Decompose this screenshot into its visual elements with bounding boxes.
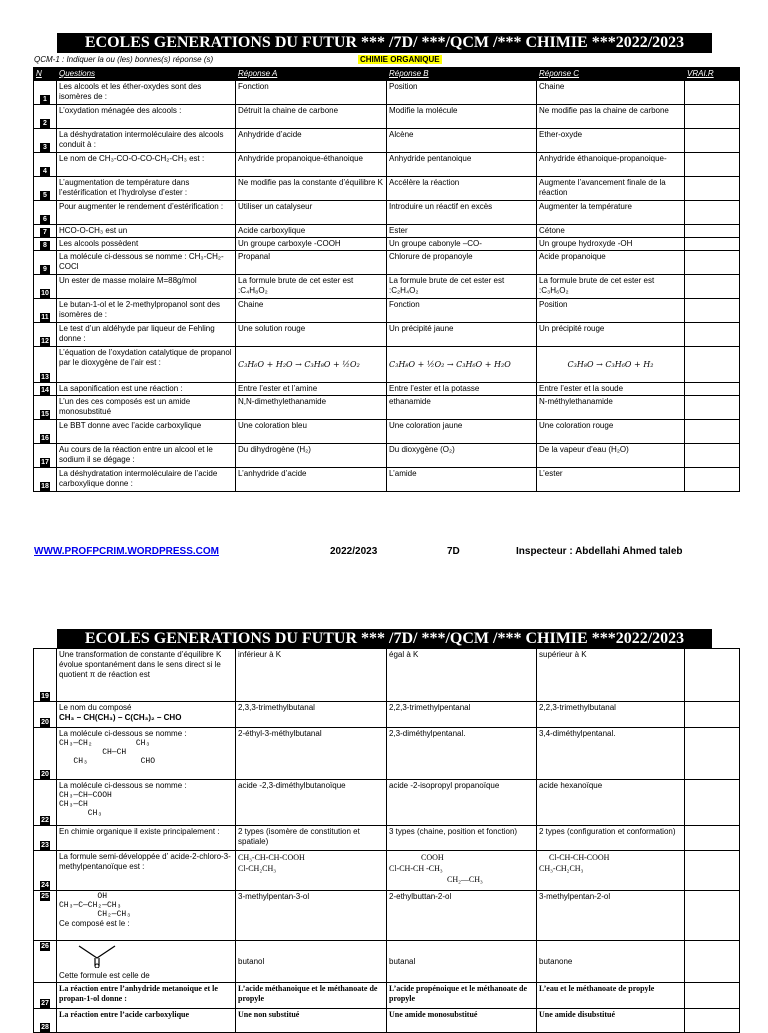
table-row — [34, 251, 740, 275]
structure-line: CH₂—CH₃ — [59, 910, 132, 919]
header-answer-b: Réponse B — [387, 68, 537, 81]
question-text: La molécule ci-dessous se nomme : CH₃-CH₂-COCl — [57, 251, 236, 275]
answer-a[interactable]: Anhydride d’acide — [236, 129, 387, 153]
question-number: 27 — [41, 1000, 49, 1007]
table-row — [34, 780, 740, 826]
header-number: N — [34, 68, 57, 81]
question-number: 3 — [40, 143, 50, 152]
question-text: Le butan-1-ol et le 2-methylpropanol sont des isomères de : — [57, 299, 236, 323]
answer-a[interactable]: Une non substitué — [236, 1009, 387, 1033]
question-number: 22 — [41, 817, 49, 824]
formula-line: COOH — [421, 853, 444, 862]
question-number: 23 — [41, 842, 49, 849]
answer-a[interactable]: 2-éthyl-3-méthylbutanal — [236, 728, 387, 780]
question-text: La formule semi-développée d’ acide-2-chloro-3-methylpentanoïque est : — [57, 851, 236, 891]
answer-c[interactable]: Cétone — [537, 225, 685, 238]
answer-c[interactable]: Anhydride éthanoique-propanoique- — [537, 153, 685, 177]
question-number: 14 — [41, 387, 49, 394]
table-row — [34, 347, 740, 383]
question-number: 10 — [41, 290, 49, 297]
compound-formula: CH₃ − CH(CH₃) − C(CH₃)₂ − CHO — [59, 713, 182, 722]
question-number: 11 — [41, 314, 49, 321]
table-row — [34, 129, 740, 153]
answer-cell[interactable] — [685, 323, 740, 347]
question-text: Une transformation de constante d’équilibre K évolue spontanément dans le sens direct si le quotient π de réaction est — [57, 649, 236, 702]
formula-line: CH₃-CH₂CH₃ — [539, 864, 584, 873]
table-row — [34, 702, 740, 728]
question-text — [57, 941, 236, 983]
answer-cell[interactable] — [685, 1009, 740, 1033]
question-text: Pour augmenter le rendement d’estérification : — [57, 201, 236, 225]
table-row — [34, 826, 740, 851]
question-label: Le nom du composé — [59, 703, 132, 712]
header-answer-a: Réponse A — [236, 68, 387, 81]
structure-line: OH — [59, 892, 108, 901]
table-row — [34, 153, 740, 177]
footer-class: 7D — [447, 546, 460, 557]
answer-b[interactable]: Accélère la réaction — [387, 177, 537, 201]
question-text: La saponification est une réaction : — [57, 383, 236, 396]
answer-a[interactable]: L’anhydride d’acide — [236, 468, 387, 492]
question-number: 25 — [41, 893, 49, 900]
answer-b[interactable]: égal à K — [387, 649, 537, 702]
answer-a[interactable]: Ne modifie pas la constante d’équilibre K — [236, 177, 387, 201]
question-label: Ce composé est le : — [59, 919, 130, 928]
answer-cell[interactable] — [685, 983, 740, 1009]
answer-c[interactable]: Augmente l’avancement finale de la réaction — [537, 177, 685, 201]
question-number: 20 — [41, 719, 49, 726]
question-text — [57, 780, 236, 826]
question-label: La molécule ci-dessous se nomme : — [59, 729, 187, 738]
question-text: L’un des ces composés est un amide monosubstitué — [57, 396, 236, 420]
qcm-table-1 — [33, 67, 740, 492]
answer-cell[interactable] — [685, 347, 740, 383]
question-text: Les alcools possèdent — [57, 238, 236, 251]
answer-a[interactable]: La formule brute de cet ester est :C₄H₈O₂ — [236, 275, 387, 299]
answer-cell[interactable] — [685, 420, 740, 444]
question-number: 7 — [40, 228, 50, 237]
table-row — [34, 275, 740, 299]
answer-b[interactable]: L’acide propénoique et le méthanoate de propyle — [387, 983, 537, 1009]
answer-b[interactable]: acide -2-isopropyl propanoïque — [387, 780, 537, 826]
answer-c[interactable]: 2 types (configuration et conformation) — [537, 826, 685, 851]
answer-a[interactable]: 2 types (isomère de constitution et spatiale) — [236, 826, 387, 851]
qcm-table-2 — [33, 648, 740, 1033]
answer-a[interactable]: Entre l’ester et l’amine — [236, 383, 387, 396]
answer-a[interactable]: Un groupe carboxyle -COOH — [236, 238, 387, 251]
question-text: L’oxydation ménagée des alcools : — [57, 105, 236, 129]
answer-c[interactable]: N-méthylethanamide — [537, 396, 685, 420]
answer-cell[interactable] — [685, 177, 740, 201]
answer-c[interactable]: Entre l’ester et la soude — [537, 383, 685, 396]
answer-a[interactable]: C₃H₆O + H₂O → C₃H₈O + ½O₂ — [236, 347, 387, 383]
answer-a[interactable]: Détruit la chaine de carbone — [236, 105, 387, 129]
answer-b[interactable]: 2,3-diméthylpentanal. — [387, 728, 537, 780]
formula-line: Cl-CH-CH -CH₃ — [389, 864, 443, 873]
question-text — [57, 728, 236, 780]
answer-a[interactable]: L’acide méthanoique et le méthanoate de propyle — [236, 983, 387, 1009]
formula-line: Cl-CH₂CH₃ — [238, 864, 277, 873]
answer-cell[interactable] — [685, 383, 740, 396]
answer-cell[interactable] — [685, 851, 740, 891]
table-header-row — [34, 68, 740, 81]
answer-b[interactable]: Fonction — [387, 299, 537, 323]
answer-cell[interactable] — [685, 780, 740, 826]
footer-inspector: Inspecteur : Abdellahi Ahmed taleb — [516, 546, 683, 557]
answer-cell[interactable] — [685, 468, 740, 492]
answer-b[interactable]: 2,2,3-trimethylpentanal — [387, 702, 537, 728]
section-label: CHIMIE ORGANIQUE — [360, 55, 440, 64]
question-number: 28 — [41, 1024, 49, 1031]
structure-line: CH—CH — [59, 748, 127, 757]
answer-a[interactable]: inférieur à K — [236, 649, 387, 702]
answer-a[interactable]: Utiliser un catalyseur — [236, 201, 387, 225]
footer-year: 2022/2023 — [330, 546, 378, 557]
question-number: 17 — [41, 459, 49, 466]
answer-cell[interactable] — [685, 702, 740, 728]
answer-cell[interactable] — [685, 891, 740, 941]
answer-cell[interactable] — [685, 728, 740, 780]
table-row — [34, 649, 740, 702]
table-row — [34, 941, 740, 983]
answer-a[interactable]: 3-methylpentan-3-ol — [236, 891, 387, 941]
answer-c[interactable]: La formule brute de cet ester est :C₃H₆O₂ — [537, 275, 685, 299]
answer-cell[interactable] — [685, 941, 740, 983]
question-number: 6 — [40, 215, 50, 224]
header-answer-c: Réponse C — [537, 68, 685, 81]
answer-c[interactable]: acide hexanoïque — [537, 780, 685, 826]
table-row — [34, 81, 740, 105]
answer-a[interactable]: Acide carboxylique — [236, 225, 387, 238]
answer-cell[interactable] — [685, 105, 740, 129]
table-row — [34, 444, 740, 468]
answer-b[interactable]: Position — [387, 81, 537, 105]
answer-c[interactable]: 3-methylpentan-2-ol — [537, 891, 685, 941]
answer-b[interactable]: Du dioxygène (O₂) — [387, 444, 537, 468]
answer-cell[interactable] — [685, 649, 740, 702]
answer-c[interactable]: 2,2,3-trimethylbutanal — [537, 702, 685, 728]
answer-c[interactable]: L’eau et le méthanoate de propyle — [537, 983, 685, 1009]
answer-a[interactable]: Fonction — [236, 81, 387, 105]
structure-line: CH₃—CH — [59, 800, 88, 809]
answer-c[interactable]: Un précipité rouge — [537, 323, 685, 347]
answer-cell[interactable] — [685, 444, 740, 468]
answer-c[interactable]: C₃H₈O → C₃H₆O + H₂ — [537, 347, 685, 383]
answer-b[interactable]: Modifie la molécule — [387, 105, 537, 129]
answer-cell[interactable] — [685, 238, 740, 251]
answer-c[interactable]: De la vapeur d’eau (H₂O) — [537, 444, 685, 468]
question-number: 9 — [40, 265, 50, 274]
answer-cell[interactable] — [685, 299, 740, 323]
question-text: La déshydratation intermoléculaire de l’acide carboxylique donne : — [57, 468, 236, 492]
question-text — [57, 891, 236, 941]
question-number: 4 — [40, 167, 50, 176]
answer-b[interactable]: Une coloration jaune — [387, 420, 537, 444]
question-number: 5 — [40, 191, 50, 200]
qcm-instruction — [34, 55, 734, 67]
formula-line: CH₂—CH₃ — [447, 875, 483, 884]
answer-b[interactable]: Une amide monosubstitué — [387, 1009, 537, 1033]
answer-b[interactable]: Anhydride pentanoique — [387, 153, 537, 177]
table-row — [34, 983, 740, 1009]
answer-b[interactable]: L’amide — [387, 468, 537, 492]
website-link[interactable]: WWW.PROFPCRIM.WORDPRESS.COM — [34, 546, 219, 557]
question-label: Cette formule est celle de — [59, 971, 150, 980]
question-text: La réaction entre l’anhydride metanoique et le propan-1-ol donne : — [57, 983, 236, 1009]
table-row — [34, 323, 740, 347]
question-text: Au cours de la réaction entre un alcool et le sodium il se dégage : — [57, 444, 236, 468]
answer-cell[interactable] — [685, 826, 740, 851]
question-text: La réaction entre l’acide carboxylique — [57, 1009, 236, 1033]
question-text: En chimie organique il existe principalement : — [57, 826, 236, 851]
question-number: 19 — [41, 693, 49, 700]
table-row — [34, 891, 740, 941]
answer-a[interactable]: 2,3,3-trimethylbutanal — [236, 702, 387, 728]
structure-line: CH₃—CH₂ CH₃ — [59, 739, 151, 748]
answer-b[interactable]: Chlorure de propanoyle — [387, 251, 537, 275]
table-row — [34, 1009, 740, 1033]
answer-c[interactable]: Ether-oxyde — [537, 129, 685, 153]
question-text — [57, 702, 236, 728]
answer-c[interactable]: L’ester — [537, 468, 685, 492]
answer-cell[interactable] — [685, 153, 740, 177]
answer-c[interactable]: Augmenter la température — [537, 201, 685, 225]
page-banner: ECOLES GENERATIONS DU FUTUR *** /7D/ ***/QCM /*** CHIMIE ***2022/2023 — [57, 33, 712, 53]
question-number: 8 — [40, 241, 50, 250]
answer-a[interactable] — [236, 851, 387, 891]
table-row — [34, 396, 740, 420]
question-number: 1 — [40, 95, 50, 104]
answer-b[interactable]: Introduire un réactif en excès — [387, 201, 537, 225]
answer-c[interactable] — [537, 851, 685, 891]
structure-line: CH₃ — [59, 809, 103, 818]
answer-a[interactable]: Une solution rouge — [236, 323, 387, 347]
question-text: L’augmentation de température dans l’estérification et l’hydrolyse d’ester : — [57, 177, 236, 201]
carbonyl-structure-drawing — [59, 944, 209, 968]
question-number: 2 — [40, 119, 50, 128]
answer-cell[interactable] — [685, 396, 740, 420]
table-row — [34, 177, 740, 201]
answer-b[interactable]: Ester — [387, 225, 537, 238]
answer-c[interactable]: Position — [537, 299, 685, 323]
table-row — [34, 383, 740, 396]
answer-cell[interactable] — [685, 225, 740, 238]
table-row — [34, 420, 740, 444]
answer-cell[interactable] — [685, 129, 740, 153]
answer-a[interactable]: acide -2,3-diméthylbutanoïque — [236, 780, 387, 826]
answer-cell[interactable] — [685, 251, 740, 275]
answer-cell[interactable] — [685, 275, 740, 299]
page-footer — [34, 546, 744, 560]
answer-b[interactable]: 3 types (chaine, position et fonction) — [387, 826, 537, 851]
question-text: Les alcools et les éther-oxydes sont des isomères de : — [57, 81, 236, 105]
answer-a[interactable]: Chaine — [236, 299, 387, 323]
structure-line: CH₃ CHO — [59, 757, 156, 766]
question-number: 15 — [41, 411, 49, 418]
answer-a[interactable]: Propanal — [236, 251, 387, 275]
table-row — [34, 105, 740, 129]
answer-b[interactable]: Un groupe cabonyle –CO- — [387, 238, 537, 251]
answer-a[interactable]: butanol — [236, 941, 387, 983]
question-text: Le BBT donne avec l’acide carboxylique — [57, 420, 236, 444]
answer-b[interactable]: 2-ethylbuttan-2-ol — [387, 891, 537, 941]
question-number: 18 — [41, 483, 49, 490]
formula-line: Cl-CH-CH-COOH — [549, 853, 610, 862]
qcm-label: QCM-1 : Indiquer la ou (les) bonnes(s) réponse (s) — [34, 55, 214, 64]
answer-c[interactable]: 3,4-diméthylpentanal. — [537, 728, 685, 780]
question-text: La déshydratation intermoléculaire des alcools conduit à : — [57, 129, 236, 153]
table-row — [34, 728, 740, 780]
table-row — [34, 238, 740, 251]
answer-b[interactable]: Alcène — [387, 129, 537, 153]
page-banner: ECOLES GENERATIONS DU FUTUR *** /7D/ ***/QCM /*** CHIMIE ***2022/2023 — [57, 629, 712, 649]
formula-line: CH₃-CH-CH-COOH — [238, 853, 305, 862]
table-row — [34, 468, 740, 492]
answer-b[interactable]: ethanamide — [387, 396, 537, 420]
question-text: L’équation de l’oxydation catalytique de propanol par le dioxygène de l’air est : — [57, 347, 236, 383]
question-number: 12 — [41, 338, 49, 345]
table-row — [34, 225, 740, 238]
question-number: 16 — [41, 435, 49, 442]
answer-c[interactable]: Une amide disubstitué — [537, 1009, 685, 1033]
question-label: La molécule ci-dessous se nomme : — [59, 781, 187, 790]
question-number: 24 — [41, 882, 49, 889]
answer-c[interactable]: Une coloration rouge — [537, 420, 685, 444]
question-number: 13 — [41, 374, 49, 381]
question-text: Un ester de masse molaire M=88g/mol — [57, 275, 236, 299]
answer-a[interactable]: Anhydride propanoique-éthanoique — [236, 153, 387, 177]
structure-line: CH₃—C—CH₂—CH₃ — [59, 901, 122, 910]
question-number: 20 — [41, 771, 49, 778]
question-text: HCO-O-CH₃ est un — [57, 225, 236, 238]
carbon-chain-line — [79, 946, 115, 958]
answer-c[interactable]: Chaine — [537, 81, 685, 105]
answer-c[interactable]: Un groupe hydroxyde -OH — [537, 238, 685, 251]
answer-c[interactable]: butanone — [537, 941, 685, 983]
question-text: Le test d’un aldéhyde par liqueur de Fehling donne : — [57, 323, 236, 347]
answer-a[interactable]: Du dihydrogène (H₂) — [236, 444, 387, 468]
question-number: 26 — [41, 943, 49, 950]
table-row — [34, 201, 740, 225]
question-text: Le nom de CH₃-CO-O-CO-CH₂-CH₃ est : — [57, 153, 236, 177]
answer-cell[interactable] — [685, 201, 740, 225]
table-row — [34, 299, 740, 323]
answer-b[interactable] — [387, 851, 537, 891]
answer-a[interactable]: Une coloration bleu — [236, 420, 387, 444]
structure-line: CH₃—CH—COOH — [59, 791, 112, 800]
answer-b[interactable]: C₃H₈O + ½O₂ → C₃H₆O + H₂O — [387, 347, 537, 383]
answer-c[interactable]: supérieur à K — [537, 649, 685, 702]
answer-c[interactable]: Ne modifie pas la chaine de carbone — [537, 105, 685, 129]
answer-a[interactable]: N,N-dimethylethanamide — [236, 396, 387, 420]
answer-b[interactable]: Un précipité jaune — [387, 323, 537, 347]
table-row — [34, 851, 740, 891]
answer-b[interactable]: La formule brute de cet ester est :C₂H₄O₂ — [387, 275, 537, 299]
answer-b[interactable]: butanal — [387, 941, 537, 983]
header-vrai: VRAI.R — [685, 68, 740, 81]
answer-c[interactable]: Acide propanoique — [537, 251, 685, 275]
header-questions: Questions — [57, 68, 236, 81]
answer-b[interactable]: Entre l’ester et la potasse — [387, 383, 537, 396]
answer-cell[interactable] — [685, 81, 740, 105]
